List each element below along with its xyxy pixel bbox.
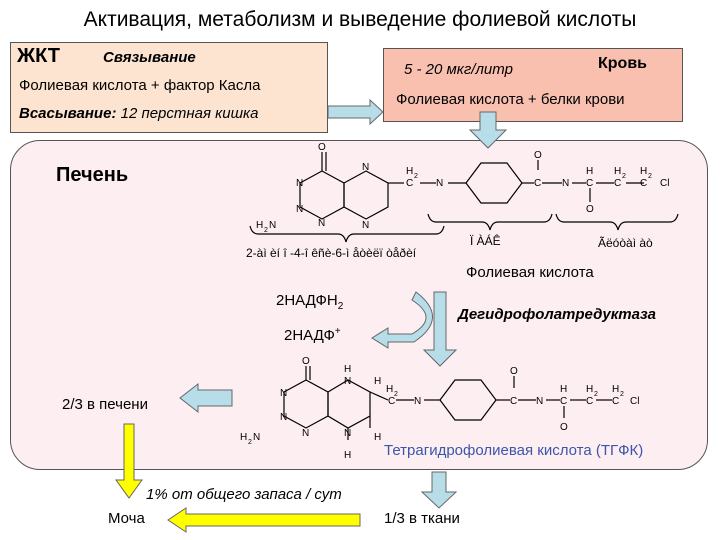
atom-cl-1: Cl: [660, 178, 670, 189]
gkt-absorption-value: 12 перстная кишка: [116, 105, 259, 122]
nadph-text: 2НАДФН: [276, 292, 338, 309]
atom-n-1: N: [296, 178, 304, 189]
atom-h2-1: H: [406, 166, 414, 177]
atom-h-5: H: [374, 432, 382, 443]
atom-n-14: N: [536, 396, 544, 407]
atom-n-10: N: [302, 428, 310, 439]
atom-c-5: C: [640, 178, 648, 189]
nadp-label: [284, 326, 341, 344]
atom-o-3: O: [586, 204, 594, 215]
blood-line: Фолиевая кислота + белки крови: [396, 91, 625, 108]
atom-h2-3-sub: 2: [648, 173, 652, 180]
atom-h2n-2-n: N: [253, 432, 261, 443]
tissue-share-label: 1/3 в ткани: [384, 510, 460, 527]
atom-o-6: O: [560, 422, 568, 433]
atom-h2n-1-sub: 2: [264, 227, 268, 234]
atom-o-5: O: [510, 366, 518, 377]
gkt-heading: ЖКТ: [17, 45, 60, 67]
gkt-binding-label: Связывание: [103, 49, 196, 66]
nadp-text: 2НАДФ: [284, 327, 335, 344]
atom-c-3: C: [586, 178, 594, 189]
atom-c-2: C: [534, 178, 542, 189]
folic-acid-label: Фолиевая кислота: [466, 264, 594, 281]
gkt-absorption-label: Всасывание:: [19, 105, 117, 122]
atom-n-7: N: [562, 178, 570, 189]
urine-label: Моча: [108, 510, 145, 527]
atom-n-6: N: [436, 178, 444, 189]
atom-h-3: H: [344, 450, 352, 461]
atom-cl-2: Cl: [630, 396, 640, 407]
atom-h2-3: H: [640, 166, 648, 177]
liver-heading: Печень: [56, 164, 129, 186]
atom-o-2: O: [534, 150, 542, 161]
daily-loss-label: 1% от общего запаса / сут: [146, 486, 342, 503]
atom-h2n-1: H: [256, 220, 264, 231]
atom-h2-1-sub: 2: [414, 173, 418, 180]
pteridine-label: 2-àì èí î -4-î êñè-6-ì åòèëï òåðèí: [246, 246, 417, 260]
liver-to-urine-arrow: [116, 424, 142, 498]
atom-c-4: C: [614, 178, 622, 189]
atom-n-12: N: [344, 428, 352, 439]
atom-h-6: H: [560, 384, 568, 395]
glutamic-label: Ãëóòàì àò: [598, 236, 653, 250]
atom-h2-5: H: [586, 384, 594, 395]
atom-h2-2: H: [614, 166, 622, 177]
atom-c-8: C: [560, 396, 568, 407]
atom-h-2: H: [344, 364, 352, 375]
nadph-sub: 2: [337, 301, 344, 312]
to-tissue-arrow: [422, 472, 456, 508]
atom-h2n-2: H: [240, 432, 248, 443]
atom-h2-5-sub: 2: [594, 391, 598, 398]
atom-h-4: H: [374, 376, 382, 387]
atom-h2-2-sub: 2: [622, 173, 626, 180]
blood-to-liver-arrow: [470, 112, 506, 148]
atom-h2-4-sub: 2: [394, 391, 398, 398]
blood-heading: Кровь: [598, 55, 647, 72]
blood-concentration: 5 - 20 мкг/литр: [404, 61, 513, 78]
thfa-label: Тетрагидрофолиевая кислота (ТГФК): [384, 442, 644, 459]
enzyme-label: Дегидрофолатредуктаза: [458, 306, 656, 323]
tissue-to-urine-arrow: [168, 508, 360, 532]
nadph-label: [276, 292, 343, 312]
atom-n-8: N: [280, 388, 288, 399]
gkt-to-blood-arrow: [328, 100, 383, 124]
atom-h2n-2-sub: 2: [248, 439, 252, 446]
atom-h2-6: H: [612, 384, 620, 395]
paba-label: Ï ÀÁÊ: [470, 234, 501, 248]
to-liver-share-arrow: [180, 384, 232, 412]
atom-h2n-1-n: N: [269, 220, 277, 231]
atom-n-5: N: [362, 220, 370, 231]
atom-o-1: O: [318, 142, 326, 153]
nadp-sup: +: [334, 326, 341, 337]
atom-c-9: C: [586, 396, 594, 407]
atom-o-4: O: [302, 356, 310, 367]
atom-n-4: N: [362, 162, 370, 173]
atom-c-10: C: [612, 396, 620, 407]
atom-c-1: C: [406, 178, 414, 189]
nadph-curved-arrow: [372, 292, 433, 348]
atom-n-13: N: [414, 396, 422, 407]
page-title: Активация, метаболизм и выведение фолиевой кислоты: [83, 8, 637, 31]
atom-h2-4: H: [386, 384, 394, 395]
atom-n-2: N: [296, 204, 304, 215]
atom-h-1: H: [586, 166, 594, 177]
liver-share-label: 2/3 в печени: [62, 396, 148, 413]
folic-acid-atoms: [256, 142, 669, 234]
atom-c-6: C: [388, 396, 396, 407]
atom-c-7: C: [510, 396, 518, 407]
atom-n-9: N: [280, 412, 288, 423]
atom-h2-6-sub: 2: [620, 391, 624, 398]
atom-n-3: N: [318, 218, 326, 229]
gkt-line1: Фолиевая кислота + фактор Касла: [19, 77, 261, 94]
atom-n-11: N: [344, 376, 352, 387]
